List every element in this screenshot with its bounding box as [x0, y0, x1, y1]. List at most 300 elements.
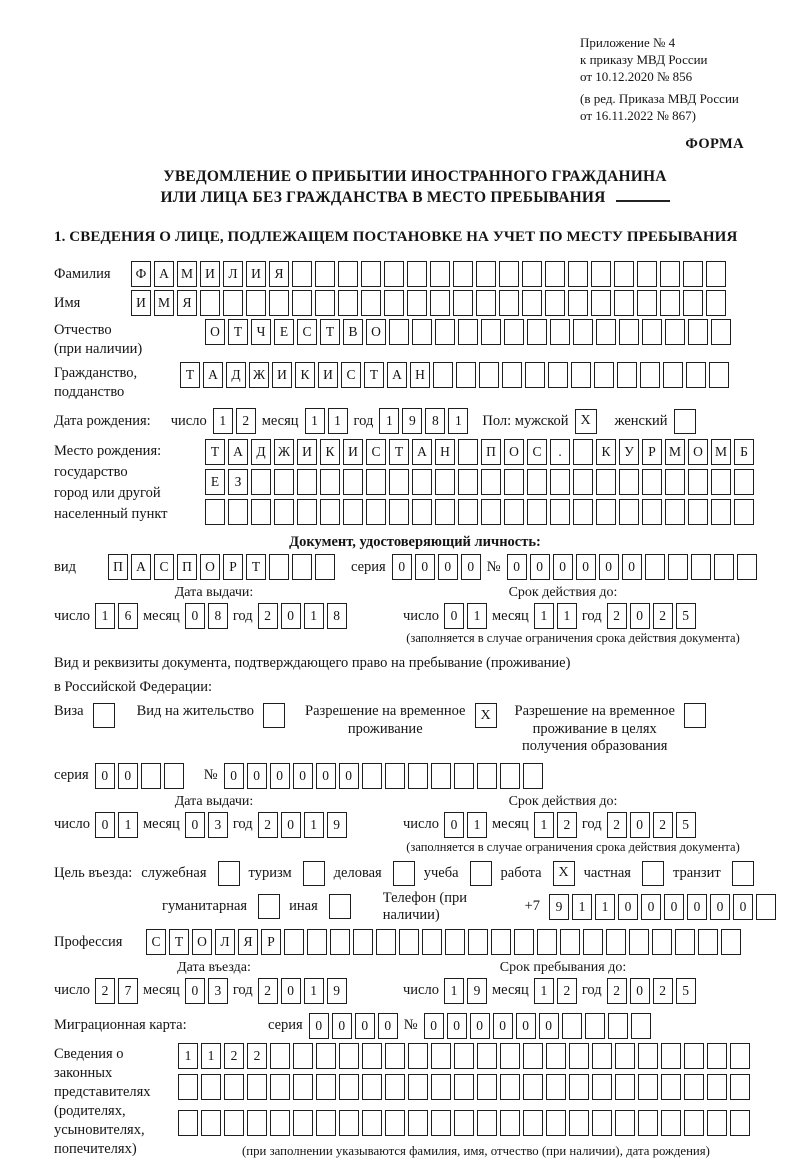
char-cell[interactable]: 1 — [379, 408, 399, 434]
char-cell[interactable] — [642, 499, 662, 525]
char-cell[interactable] — [629, 929, 649, 955]
char-cell[interactable] — [614, 290, 634, 316]
char-cell[interactable] — [546, 1043, 566, 1069]
char-cell[interactable]: 2 — [653, 603, 673, 629]
char-cell[interactable] — [408, 763, 428, 789]
char-cell[interactable] — [251, 499, 271, 525]
char-cell[interactable] — [522, 290, 542, 316]
char-cell[interactable]: Л — [223, 261, 243, 287]
char-cell[interactable]: 0 — [339, 763, 359, 789]
char-cell[interactable] — [711, 319, 731, 345]
char-cell[interactable] — [583, 929, 603, 955]
char-cell[interactable] — [458, 499, 478, 525]
char-cell[interactable] — [660, 290, 680, 316]
char-cell[interactable] — [573, 319, 593, 345]
char-cell[interactable] — [665, 319, 685, 345]
char-cell[interactable] — [274, 469, 294, 495]
char-cell[interactable]: М — [665, 439, 685, 465]
char-cell[interactable] — [688, 469, 708, 495]
char-cell[interactable] — [691, 554, 711, 580]
char-cell[interactable]: Т — [389, 439, 409, 465]
char-cell[interactable] — [638, 1074, 658, 1100]
char-cell[interactable] — [338, 261, 358, 287]
char-cell[interactable]: И — [343, 439, 363, 465]
char-cell[interactable]: 0 — [392, 554, 412, 580]
char-cell[interactable] — [293, 1043, 313, 1069]
char-cell[interactable] — [247, 1074, 267, 1100]
char-cell[interactable]: М — [711, 439, 731, 465]
char-cell[interactable] — [663, 362, 683, 388]
char-cell[interactable] — [201, 1074, 221, 1100]
char-cell[interactable]: 0 — [332, 1013, 352, 1039]
char-cell[interactable] — [407, 261, 427, 287]
char-cell[interactable] — [141, 763, 161, 789]
char-cell[interactable] — [684, 1110, 704, 1136]
char-cell[interactable] — [502, 362, 522, 388]
char-cell[interactable] — [550, 469, 570, 495]
char-cell[interactable] — [431, 1043, 451, 1069]
char-cell[interactable] — [408, 1110, 428, 1136]
char-cell[interactable]: Д — [251, 439, 271, 465]
char-cell[interactable] — [316, 1074, 336, 1100]
char-cell[interactable] — [389, 469, 409, 495]
char-cell[interactable]: 0 — [444, 603, 464, 629]
char-cell[interactable] — [573, 469, 593, 495]
char-cell[interactable] — [706, 261, 726, 287]
char-cell[interactable] — [338, 290, 358, 316]
char-cell[interactable] — [591, 261, 611, 287]
char-cell[interactable] — [201, 1110, 221, 1136]
char-cell[interactable]: 0 — [530, 554, 550, 580]
char-cell[interactable]: 0 — [270, 763, 290, 789]
char-cell[interactable] — [668, 554, 688, 580]
char-cell[interactable] — [504, 499, 524, 525]
char-cell[interactable] — [698, 929, 718, 955]
char-cell[interactable]: 0 — [95, 763, 115, 789]
char-cell[interactable]: 0 — [424, 1013, 444, 1039]
char-cell[interactable]: 3 — [208, 978, 228, 1004]
char-cell[interactable]: 9 — [549, 894, 569, 920]
char-cell[interactable] — [297, 469, 317, 495]
char-cell[interactable] — [293, 1110, 313, 1136]
char-cell[interactable]: О — [192, 929, 212, 955]
char-cell[interactable] — [523, 1074, 543, 1100]
char-cell[interactable] — [737, 554, 757, 580]
char-cell[interactable]: С — [366, 439, 386, 465]
char-cell[interactable] — [435, 499, 455, 525]
char-cell[interactable]: О — [366, 319, 386, 345]
char-cell[interactable] — [454, 1043, 474, 1069]
char-cell[interactable] — [454, 763, 474, 789]
char-cell[interactable]: 8 — [425, 408, 445, 434]
char-cell[interactable]: И — [131, 290, 151, 316]
char-cell[interactable]: 0 — [516, 1013, 536, 1039]
char-cell[interactable] — [525, 362, 545, 388]
char-cell[interactable]: 0 — [618, 894, 638, 920]
char-cell[interactable]: 1 — [178, 1043, 198, 1069]
char-cell[interactable] — [384, 290, 404, 316]
char-cell[interactable]: 1 — [595, 894, 615, 920]
char-cell[interactable]: А — [131, 554, 151, 580]
char-cell[interactable]: 0 — [599, 554, 619, 580]
char-cell[interactable] — [343, 469, 363, 495]
char-cell[interactable] — [481, 469, 501, 495]
char-cell[interactable]: 1 — [304, 812, 324, 838]
char-cell[interactable] — [458, 319, 478, 345]
char-cell[interactable] — [362, 1110, 382, 1136]
char-cell[interactable] — [684, 1043, 704, 1069]
char-cell[interactable]: Н — [435, 439, 455, 465]
char-cell[interactable] — [316, 1110, 336, 1136]
sex-male-checkbox[interactable]: X — [575, 409, 597, 434]
char-cell[interactable]: 0 — [630, 978, 650, 1004]
char-cell[interactable]: Т — [364, 362, 384, 388]
char-cell[interactable] — [714, 554, 734, 580]
char-cell[interactable]: Я — [177, 290, 197, 316]
char-cell[interactable] — [734, 469, 754, 495]
char-cell[interactable] — [615, 1074, 635, 1100]
char-cell[interactable] — [619, 319, 639, 345]
char-cell[interactable] — [343, 499, 363, 525]
char-cell[interactable]: 2 — [653, 978, 673, 1004]
char-cell[interactable] — [591, 290, 611, 316]
char-cell[interactable] — [408, 1074, 428, 1100]
char-cell[interactable]: 0 — [622, 554, 642, 580]
char-cell[interactable]: Т — [205, 439, 225, 465]
char-cell[interactable] — [458, 469, 478, 495]
char-cell[interactable] — [431, 1074, 451, 1100]
char-cell[interactable] — [661, 1043, 681, 1069]
char-cell[interactable]: 2 — [607, 978, 627, 1004]
char-cell[interactable]: 0 — [293, 763, 313, 789]
char-cell[interactable]: Б — [734, 439, 754, 465]
char-cell[interactable] — [522, 261, 542, 287]
char-cell[interactable] — [292, 554, 312, 580]
char-cell[interactable] — [573, 439, 593, 465]
char-cell[interactable]: 0 — [664, 894, 684, 920]
char-cell[interactable] — [637, 261, 657, 287]
char-cell[interactable]: 1 — [572, 894, 592, 920]
char-cell[interactable]: 5 — [676, 603, 696, 629]
char-cell[interactable] — [562, 1013, 582, 1039]
char-cell[interactable]: Т — [320, 319, 340, 345]
char-cell[interactable]: 0 — [444, 812, 464, 838]
char-cell[interactable] — [481, 499, 501, 525]
char-cell[interactable]: С — [527, 439, 547, 465]
char-cell[interactable] — [523, 763, 543, 789]
char-cell[interactable] — [568, 290, 588, 316]
char-cell[interactable]: 1 — [305, 408, 325, 434]
char-cell[interactable] — [292, 261, 312, 287]
char-cell[interactable] — [683, 261, 703, 287]
char-cell[interactable] — [481, 319, 501, 345]
char-cell[interactable] — [642, 469, 662, 495]
char-cell[interactable]: 1 — [534, 978, 554, 1004]
char-cell[interactable]: Т — [246, 554, 266, 580]
char-cell[interactable]: 0 — [118, 763, 138, 789]
char-cell[interactable] — [545, 261, 565, 287]
char-cell[interactable]: 2 — [95, 978, 115, 1004]
char-cell[interactable] — [527, 469, 547, 495]
purpose-other-checkbox[interactable] — [329, 894, 351, 919]
char-cell[interactable]: Ф — [131, 261, 151, 287]
char-cell[interactable]: С — [341, 362, 361, 388]
char-cell[interactable] — [569, 1074, 589, 1100]
char-cell[interactable]: 0 — [281, 978, 301, 1004]
char-cell[interactable] — [661, 1074, 681, 1100]
char-cell[interactable] — [500, 763, 520, 789]
char-cell[interactable] — [615, 1110, 635, 1136]
char-cell[interactable] — [389, 319, 409, 345]
char-cell[interactable] — [523, 1043, 543, 1069]
char-cell[interactable]: А — [203, 362, 223, 388]
char-cell[interactable] — [320, 499, 340, 525]
char-cell[interactable] — [569, 1043, 589, 1069]
char-cell[interactable] — [412, 319, 432, 345]
char-cell[interactable] — [178, 1110, 198, 1136]
residence-permit-checkbox[interactable] — [263, 703, 285, 728]
char-cell[interactable] — [500, 1074, 520, 1100]
char-cell[interactable] — [433, 362, 453, 388]
char-cell[interactable] — [456, 362, 476, 388]
char-cell[interactable]: 2 — [653, 812, 673, 838]
char-cell[interactable]: 1 — [213, 408, 233, 434]
char-cell[interactable] — [596, 319, 616, 345]
char-cell[interactable] — [596, 469, 616, 495]
char-cell[interactable] — [362, 763, 382, 789]
char-cell[interactable] — [585, 1013, 605, 1039]
visa-checkbox[interactable] — [93, 703, 115, 728]
purpose-official-checkbox[interactable] — [218, 861, 240, 886]
char-cell[interactable]: 0 — [438, 554, 458, 580]
char-cell[interactable]: 2 — [557, 978, 577, 1004]
char-cell[interactable]: 2 — [258, 978, 278, 1004]
char-cell[interactable]: О — [504, 439, 524, 465]
char-cell[interactable]: 1 — [118, 812, 138, 838]
char-cell[interactable]: Д — [226, 362, 246, 388]
char-cell[interactable] — [706, 290, 726, 316]
char-cell[interactable] — [675, 929, 695, 955]
char-cell[interactable] — [297, 499, 317, 525]
char-cell[interactable] — [665, 469, 685, 495]
char-cell[interactable]: А — [387, 362, 407, 388]
char-cell[interactable] — [315, 554, 335, 580]
char-cell[interactable] — [527, 319, 547, 345]
char-cell[interactable] — [454, 1110, 474, 1136]
char-cell[interactable] — [164, 763, 184, 789]
char-cell[interactable]: 0 — [309, 1013, 329, 1039]
char-cell[interactable]: Р — [223, 554, 243, 580]
char-cell[interactable]: 1 — [95, 603, 115, 629]
char-cell[interactable] — [711, 499, 731, 525]
char-cell[interactable]: 0 — [224, 763, 244, 789]
char-cell[interactable]: У — [619, 439, 639, 465]
char-cell[interactable]: Ж — [274, 439, 294, 465]
char-cell[interactable]: 8 — [327, 603, 347, 629]
char-cell[interactable] — [615, 1043, 635, 1069]
char-cell[interactable]: 9 — [327, 978, 347, 1004]
char-cell[interactable] — [504, 469, 524, 495]
char-cell[interactable]: А — [412, 439, 432, 465]
char-cell[interactable] — [527, 499, 547, 525]
char-cell[interactable] — [339, 1110, 359, 1136]
char-cell[interactable] — [445, 929, 465, 955]
char-cell[interactable] — [504, 319, 524, 345]
char-cell[interactable] — [366, 469, 386, 495]
char-cell[interactable]: С — [297, 319, 317, 345]
char-cell[interactable]: 8 — [208, 603, 228, 629]
char-cell[interactable] — [320, 469, 340, 495]
char-cell[interactable] — [205, 499, 225, 525]
char-cell[interactable] — [453, 290, 473, 316]
char-cell[interactable]: О — [688, 439, 708, 465]
char-cell[interactable]: З — [228, 469, 248, 495]
char-cell[interactable] — [548, 362, 568, 388]
char-cell[interactable] — [560, 929, 580, 955]
char-cell[interactable] — [435, 469, 455, 495]
char-cell[interactable]: 1 — [201, 1043, 221, 1069]
char-cell[interactable] — [645, 554, 665, 580]
char-cell[interactable] — [477, 1110, 497, 1136]
char-cell[interactable]: К — [295, 362, 315, 388]
char-cell[interactable] — [730, 1043, 750, 1069]
char-cell[interactable]: 0 — [316, 763, 336, 789]
char-cell[interactable]: 0 — [185, 978, 205, 1004]
char-cell[interactable]: 7 — [118, 978, 138, 1004]
char-cell[interactable] — [270, 1074, 290, 1100]
edu-residence-permit-checkbox[interactable] — [684, 703, 706, 728]
char-cell[interactable] — [458, 439, 478, 465]
char-cell[interactable] — [315, 261, 335, 287]
char-cell[interactable]: П — [177, 554, 197, 580]
char-cell[interactable] — [468, 929, 488, 955]
char-cell[interactable]: И — [200, 261, 220, 287]
char-cell[interactable] — [412, 499, 432, 525]
char-cell[interactable]: 2 — [224, 1043, 244, 1069]
char-cell[interactable] — [686, 362, 706, 388]
char-cell[interactable] — [730, 1074, 750, 1100]
char-cell[interactable] — [269, 290, 289, 316]
purpose-work-checkbox[interactable]: X — [553, 861, 575, 886]
char-cell[interactable] — [619, 469, 639, 495]
char-cell[interactable] — [550, 499, 570, 525]
char-cell[interactable] — [422, 929, 442, 955]
char-cell[interactable] — [477, 763, 497, 789]
char-cell[interactable]: 1 — [304, 603, 324, 629]
char-cell[interactable] — [665, 499, 685, 525]
char-cell[interactable]: 2 — [236, 408, 256, 434]
char-cell[interactable]: 0 — [553, 554, 573, 580]
char-cell[interactable] — [652, 929, 672, 955]
char-cell[interactable] — [361, 261, 381, 287]
char-cell[interactable]: 0 — [281, 812, 301, 838]
char-cell[interactable] — [251, 469, 271, 495]
char-cell[interactable]: М — [154, 290, 174, 316]
char-cell[interactable]: Л — [215, 929, 235, 955]
sex-female-checkbox[interactable] — [674, 409, 696, 434]
char-cell[interactable] — [477, 1074, 497, 1100]
char-cell[interactable] — [730, 1110, 750, 1136]
char-cell[interactable] — [617, 362, 637, 388]
char-cell[interactable] — [247, 1110, 267, 1136]
char-cell[interactable] — [709, 362, 729, 388]
char-cell[interactable] — [568, 261, 588, 287]
char-cell[interactable]: 0 — [447, 1013, 467, 1039]
char-cell[interactable]: 0 — [415, 554, 435, 580]
char-cell[interactable]: 2 — [258, 812, 278, 838]
char-cell[interactable] — [270, 1110, 290, 1136]
char-cell[interactable]: Т — [228, 319, 248, 345]
char-cell[interactable] — [660, 261, 680, 287]
char-cell[interactable] — [200, 290, 220, 316]
char-cell[interactable] — [307, 929, 327, 955]
char-cell[interactable]: 1 — [304, 978, 324, 1004]
char-cell[interactable]: 0 — [507, 554, 527, 580]
char-cell[interactable] — [573, 499, 593, 525]
char-cell[interactable]: И — [272, 362, 292, 388]
char-cell[interactable]: О — [205, 319, 225, 345]
char-cell[interactable]: С — [154, 554, 174, 580]
char-cell[interactable] — [707, 1110, 727, 1136]
char-cell[interactable]: Е — [274, 319, 294, 345]
char-cell[interactable] — [688, 319, 708, 345]
char-cell[interactable] — [366, 499, 386, 525]
char-cell[interactable] — [246, 290, 266, 316]
char-cell[interactable] — [707, 1074, 727, 1100]
char-cell[interactable]: 0 — [247, 763, 267, 789]
char-cell[interactable]: С — [146, 929, 166, 955]
char-cell[interactable] — [223, 290, 243, 316]
char-cell[interactable]: Р — [261, 929, 281, 955]
char-cell[interactable] — [361, 290, 381, 316]
char-cell[interactable] — [274, 499, 294, 525]
char-cell[interactable]: В — [343, 319, 363, 345]
char-cell[interactable] — [500, 1110, 520, 1136]
char-cell[interactable] — [592, 1043, 612, 1069]
char-cell[interactable]: И — [246, 261, 266, 287]
char-cell[interactable]: . — [550, 439, 570, 465]
char-cell[interactable] — [550, 319, 570, 345]
char-cell[interactable] — [500, 1043, 520, 1069]
char-cell[interactable]: П — [481, 439, 501, 465]
char-cell[interactable] — [431, 763, 451, 789]
char-cell[interactable]: 0 — [576, 554, 596, 580]
char-cell[interactable]: 6 — [118, 603, 138, 629]
char-cell[interactable] — [435, 319, 455, 345]
char-cell[interactable]: 2 — [258, 603, 278, 629]
char-cell[interactable] — [640, 362, 660, 388]
char-cell[interactable] — [228, 499, 248, 525]
char-cell[interactable] — [385, 1110, 405, 1136]
char-cell[interactable]: 5 — [676, 978, 696, 1004]
char-cell[interactable] — [721, 929, 741, 955]
char-cell[interactable] — [385, 1074, 405, 1100]
char-cell[interactable]: Р — [642, 439, 662, 465]
char-cell[interactable] — [476, 290, 496, 316]
char-cell[interactable] — [638, 1043, 658, 1069]
purpose-tourism-checkbox[interactable] — [303, 861, 325, 886]
char-cell[interactable] — [399, 929, 419, 955]
char-cell[interactable]: 0 — [630, 812, 650, 838]
char-cell[interactable]: 0 — [630, 603, 650, 629]
char-cell[interactable]: К — [596, 439, 616, 465]
char-cell[interactable] — [385, 1043, 405, 1069]
char-cell[interactable]: 9 — [467, 978, 487, 1004]
char-cell[interactable] — [638, 1110, 658, 1136]
char-cell[interactable] — [477, 1043, 497, 1069]
char-cell[interactable]: 1 — [534, 603, 554, 629]
char-cell[interactable] — [316, 1043, 336, 1069]
